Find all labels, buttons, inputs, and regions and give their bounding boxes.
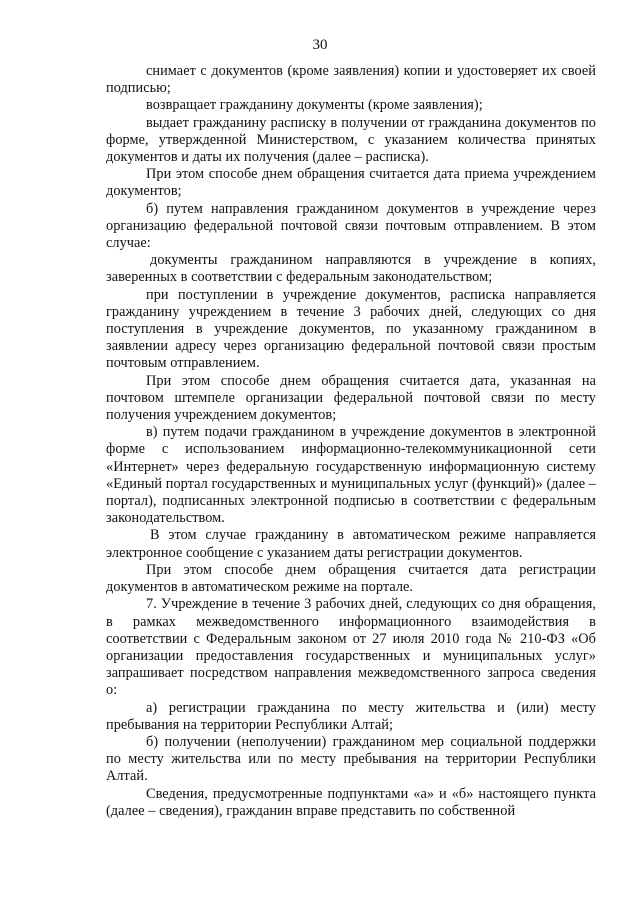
paragraph-postal-receipt: при поступлении в учреждение документов, расписка направляется гражданину учреждением в течение 3 рабочих дней, следующих со дня поступления в учреждение документов, по указанному гражданином в заявлении адресу через организацию федеральной почтовой связи простым почтовым отправлением. — [106, 286, 596, 372]
paragraph-interagency-request: 7. Учреждение в течение 3 рабочих дней, следующих со дня обращения, в рамках межведомственного информационного взаимодействия в соответствии с Федеральным законом от 27 июля 2010 года № 210-ФЗ «Об организации предоставления государственных и муниципальных услуг» запрашивает посредством направления межведомственного запроса сведения о: — [106, 596, 596, 699]
page-number: 30 — [312, 37, 328, 53]
paragraph-electronic-submission: в) путем подачи гражданином в учреждение документов в электронной форме с использованием информационно-телекоммуникационной сети «Интернет» через федеральную государственную информационную систему «Единый портал государственных и муниципальных услуг (функций)» (далее – портал), подписанных электронной подписью в соответствии с федеральным законодательством. — [106, 424, 596, 527]
paragraph-postal-submission: б) путем направления гражданином документов в учреждение через организацию федеральной почтовой связи почтовым отправлением. В этом случае: — [106, 200, 596, 252]
paragraph-return-documents: возвращает гражданину документы (кроме заявления); — [146, 97, 483, 114]
paragraph-personal-application-date: При этом способе днем обращения считается дата приема учреждением документов; — [106, 166, 596, 200]
document-body — [106, 63, 596, 820]
paragraph-registration-info: а) регистрации гражданина по месту жительства и (или) месту пребывания на территории Республики Алтай; — [106, 699, 596, 733]
paragraph-copies-certification: снимает с документов (кроме заявления) копии и удостоверяет их своей подписью; — [106, 63, 596, 97]
paragraph-own-initiative: Сведения, предусмотренные подпунктами «а» и «б» настоящего пункта (далее – сведения), гражданин вправе представить по собственной — [106, 785, 596, 819]
paragraph-electronic-notification: В этом случае гражданину в автоматическом режиме направляется электронное сообщение с указанием даты регистрации документов. — [106, 527, 596, 561]
paragraph-postal-copies: документы гражданином направляются в учреждение в копиях, заверенных в соответствии с федеральным законодательством; — [106, 252, 596, 286]
paragraph-social-support-info: б) получении (неполучении) гражданином мер социальной поддержки по месту жительства или по месту пребывания на территории Республики Алтай. — [106, 733, 596, 785]
paragraph-issue-receipt: выдает гражданину расписку в получении от гражданина документов по форме, утвержденной Министерством, с указанием количества принятых документов и даты их получения (далее – расписка). — [106, 114, 596, 166]
paragraph-electronic-application-date: При этом способе днем обращения считается дата регистрации документов в автоматическом режиме на портале. — [106, 561, 596, 596]
paragraph-postal-application-date: При этом способе днем обращения считается дата, указанная на почтовом штемпеле организации федеральной почтовой связи по месту получения учреждением документов; — [106, 372, 596, 424]
